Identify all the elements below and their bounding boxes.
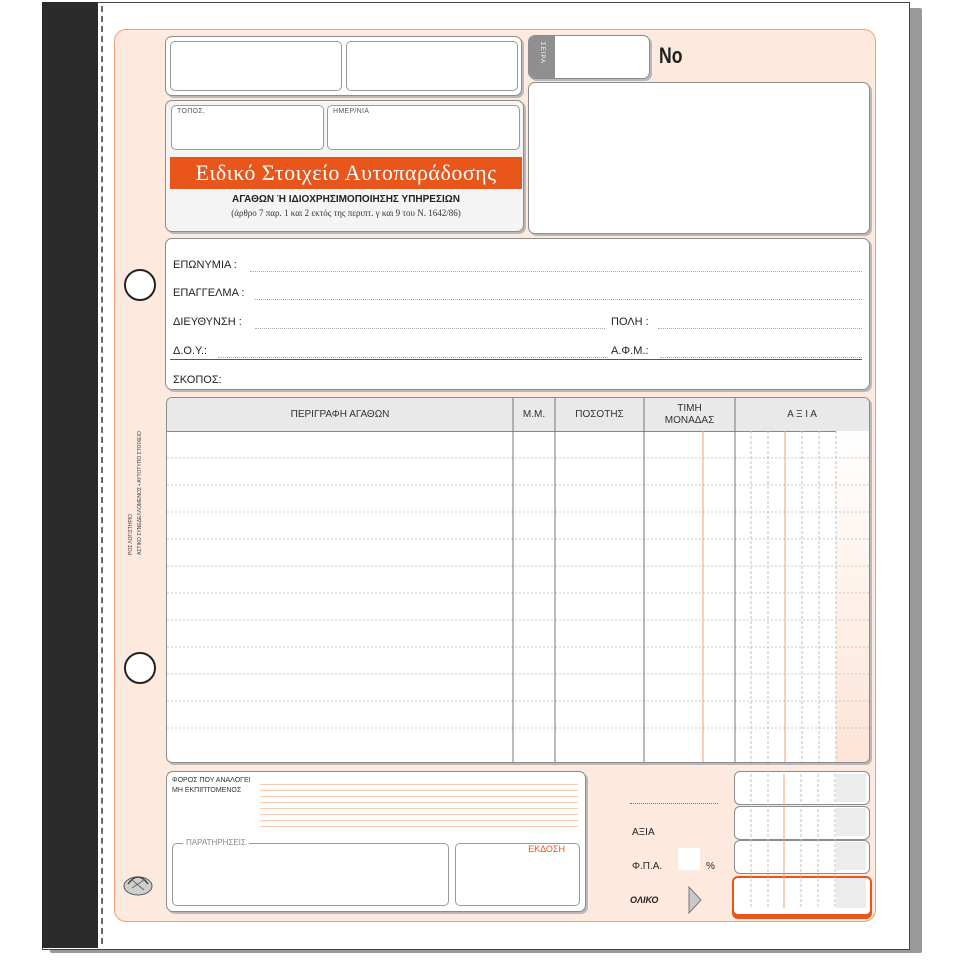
header-field-right[interactable]: [346, 41, 518, 91]
customer-divider: [170, 359, 862, 360]
name-field[interactable]: [250, 258, 862, 272]
table-grid: [167, 398, 869, 762]
series-label: ΣΕΙΡΑ: [539, 42, 545, 64]
tax-note-line2: ΜΗ ΕΚΠΙΠΤΟΜΕΝΟΣ: [172, 787, 242, 794]
profession-label: ΕΠΑΓΓΕΛΜΑ :: [173, 287, 245, 299]
city-label: ΠΟΛΗ :: [611, 316, 649, 328]
tax-office-label: Δ.Ο.Υ.:: [173, 345, 208, 357]
vat-label: Φ.Π.Α.: [632, 861, 663, 872]
perforation-line: [101, 6, 103, 944]
series-input[interactable]: [559, 40, 643, 72]
remarks-field[interactable]: [172, 838, 449, 906]
value-label: ΑΞΙΑ: [632, 827, 655, 838]
col-header-unit: Μ.Μ.: [522, 409, 546, 420]
stamp-area[interactable]: [528, 82, 870, 234]
address-label: ΔΙΕΥΘΥΝΣΗ :: [173, 316, 242, 328]
spine-text-line2: ΑΣΤΙΚΟ ΣΥΝΕΔΕΛΛΟΜΕΝΟΣ • ΑΥΤΟΤΥΠΟ ΣΤΟΙΧΕΙΟ: [137, 431, 143, 555]
booklet-spine: [42, 2, 98, 948]
col-header-description: ΠΕΡΙΓΡΑΦΗ ΑΓΑΘΩΝ: [290, 409, 390, 420]
total-label: ΟΛΙΚΟ: [630, 895, 659, 905]
totals-grid: [734, 771, 868, 911]
form-title: Ειδικό Στοιχείο Αυτοπαράδοσης: [170, 157, 522, 189]
date-label: ΗΜΕΡ/ΝΙΑ: [333, 108, 370, 115]
arrow-right-icon: [688, 886, 702, 914]
name-label: ΕΠΩΝΥΜΙΑ :: [173, 259, 237, 271]
binding-hole-bottom: [124, 652, 156, 684]
col-header-quantity: ΠΟΣΟΤΗΣ: [575, 409, 624, 420]
date-field[interactable]: [327, 105, 520, 150]
invoice-number-field[interactable]: [700, 40, 860, 76]
place-label: ΤΟΠΟΣ,: [177, 108, 206, 115]
remarks-label: ΠΑΡΑΤΗΡΗΣΕΙΣ: [183, 838, 249, 847]
invoice-number-label: No: [659, 43, 683, 68]
col-header-unit-price-line1: ΤΙΜΗ: [677, 403, 702, 414]
city-field[interactable]: [658, 315, 862, 329]
series-box: [528, 35, 650, 79]
vat-percent-sign: %: [706, 861, 715, 872]
vat-number-label: Α.Φ.Μ.:: [611, 345, 649, 357]
series-label-tab: [529, 36, 555, 78]
address-field[interactable]: [255, 315, 605, 329]
legal-reference: (άρθρο 7 παρ. 1 και 2 εκτός της περιπτ. γ και 9 του Ν. 1642/86): [231, 208, 461, 218]
spine-text: [128, 395, 150, 555]
profession-field[interactable]: [255, 286, 862, 300]
emblem-icon: [120, 866, 156, 902]
col-header-unit-price-line2: ΜΟΝΑΔΑΣ: [664, 415, 715, 426]
binding-hole-top: [124, 269, 156, 301]
tax-note-lines[interactable]: [260, 779, 578, 831]
form-subtitle: ΑΓΑΘΩΝ Ή ΙΔΙΟΧΡΗΣΙΜΟΠΟΙΗΣΗΣ ΥΠΗΡΕΣΙΩΝ: [232, 194, 460, 205]
header-field-left[interactable]: [170, 41, 342, 91]
issue-label: ΕΚΔΟΣΗ: [528, 844, 565, 854]
goods-table: [166, 397, 870, 763]
purpose-label: ΣΚΟΠΟΣ:: [173, 374, 222, 386]
totals-dotted-line: [630, 803, 718, 804]
tax-office-field[interactable]: [218, 344, 608, 358]
purpose-field[interactable]: [235, 370, 862, 383]
place-field[interactable]: [171, 105, 324, 150]
col-header-value: Α Ξ Ι Α: [787, 409, 817, 420]
spine-text-line1: ΡΟΣ ΛΟΓΙΣΤΗΡΙΟ: [128, 513, 134, 555]
vat-rate-field[interactable]: [678, 848, 700, 870]
tax-note-line1: ΦΟΡΟΣ ΠΟΥ ΑΝΑΛΟΓΕΙ: [172, 777, 251, 784]
vat-number-field[interactable]: [660, 344, 862, 358]
issue-field[interactable]: [455, 843, 580, 906]
